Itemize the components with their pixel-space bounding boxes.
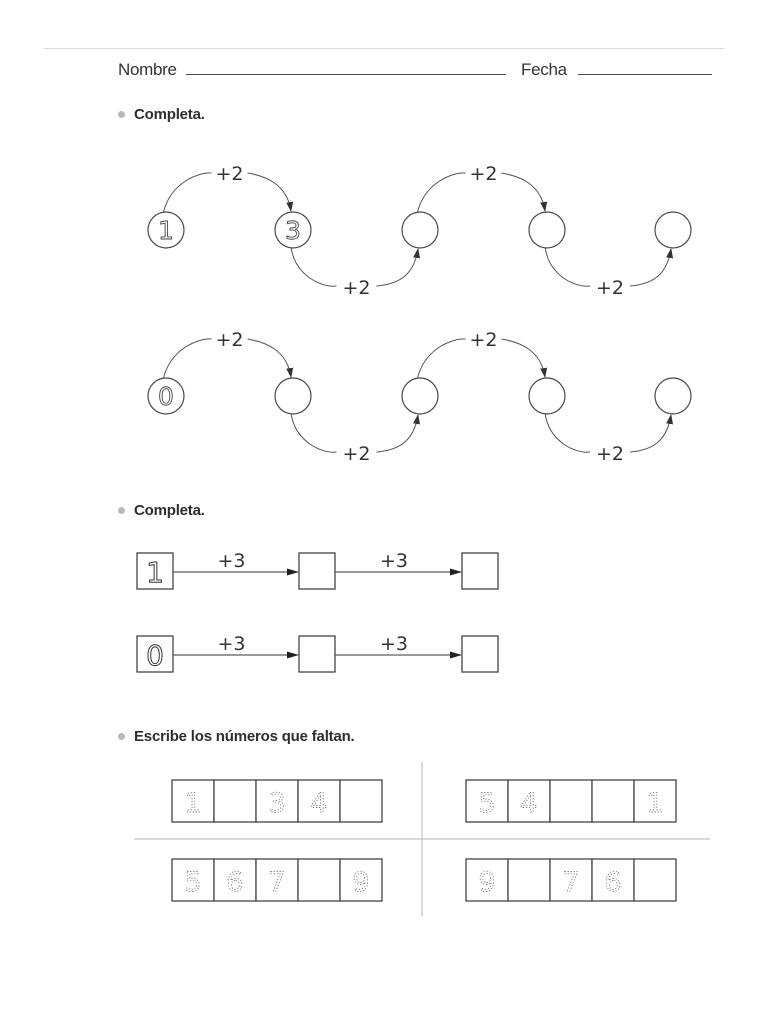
step-label: +2: [595, 443, 625, 465]
grid-cell[interactable]: [172, 780, 214, 822]
grid-cell[interactable]: [634, 780, 676, 822]
answer-circle[interactable]: [529, 378, 565, 414]
step-label: +2: [215, 163, 244, 185]
step-label: +2: [595, 277, 625, 299]
grid-cell[interactable]: [466, 859, 508, 901]
answer-circle[interactable]: [275, 212, 311, 248]
dotted-number: 5: [478, 788, 496, 819]
grid-cell[interactable]: [214, 780, 256, 822]
exercise2-instruction: Completa.: [134, 502, 205, 519]
step-arrow-arc: [248, 339, 292, 377]
step-arrow-arc: [545, 413, 590, 452]
bullet-icon: [118, 111, 125, 118]
circle-chain-row: [148, 163, 691, 299]
dotted-number: 1: [646, 788, 664, 819]
dotted-number: 4: [310, 788, 328, 819]
answer-box[interactable]: [299, 553, 335, 589]
step-arrow-arc: [630, 415, 671, 452]
date-label: Fecha: [521, 60, 567, 79]
grid-cell[interactable]: [340, 780, 382, 822]
dotted-number: 6: [226, 867, 244, 898]
answer-box[interactable]: [137, 636, 173, 672]
grid-cell[interactable]: [508, 859, 550, 901]
step-label: +2: [469, 329, 498, 351]
grid-cell[interactable]: [298, 859, 340, 901]
circle-value: 0: [158, 382, 174, 411]
answer-circle[interactable]: [655, 378, 691, 414]
exercise3-grids: [0, 760, 768, 920]
step-label: +3: [217, 550, 246, 572]
date-field[interactable]: [578, 74, 712, 75]
step-arrow-arc: [377, 415, 419, 452]
number-grid: [466, 859, 676, 901]
dotted-number: 7: [562, 867, 580, 898]
step-label: +3: [379, 633, 409, 655]
grid-cell[interactable]: [592, 780, 634, 822]
step-arrow-arc: [417, 173, 466, 214]
box-value: 0: [146, 639, 164, 672]
grid-cell[interactable]: [256, 780, 298, 822]
exercise3-instruction: Escribe los números que faltan.: [134, 728, 355, 745]
step-label: +2: [215, 329, 244, 351]
bullet-icon: [118, 733, 125, 740]
answer-circle[interactable]: [402, 212, 438, 248]
grid-cell[interactable]: [634, 859, 676, 901]
number-grid: [172, 780, 382, 822]
grid-cell[interactable]: [592, 859, 634, 901]
grid-cell[interactable]: [298, 780, 340, 822]
exercise1-diagram: [0, 140, 768, 480]
circle-value: 3: [285, 216, 301, 245]
step-arrow-arc: [377, 249, 419, 286]
exercise1-instruction: Completa.: [134, 106, 205, 123]
step-arrow-arc: [163, 339, 212, 380]
step-arrow-arc: [291, 413, 337, 452]
step-label: +3: [217, 633, 246, 655]
number-grid: [466, 780, 676, 822]
grid-cell[interactable]: [340, 859, 382, 901]
answer-box[interactable]: [462, 636, 498, 672]
dotted-number: 4: [520, 788, 538, 819]
step-arrow-arc: [630, 249, 671, 286]
dotted-number: 9: [478, 867, 496, 898]
step-arrow-arc: [291, 247, 337, 286]
step-label: +2: [469, 163, 498, 185]
box-value: 1: [146, 556, 164, 589]
grid-cell[interactable]: [172, 859, 214, 901]
dotted-number: 9: [352, 867, 370, 898]
dotted-number: 6: [604, 867, 622, 898]
name-field[interactable]: [186, 74, 506, 75]
box-chain-row: [137, 633, 498, 672]
grid-cell[interactable]: [550, 780, 592, 822]
name-label: Nombre: [118, 60, 177, 79]
number-grid: [172, 859, 382, 901]
grid-cell[interactable]: [508, 780, 550, 822]
circle-chain-row: [148, 329, 691, 465]
circle-value: 1: [158, 216, 174, 245]
answer-box[interactable]: [299, 636, 335, 672]
step-label: +2: [342, 277, 371, 299]
exercise2-diagram: [0, 540, 768, 680]
grid-cell[interactable]: [256, 859, 298, 901]
answer-circle[interactable]: [148, 212, 184, 248]
grid-cell[interactable]: [214, 859, 256, 901]
step-arrow-arc: [417, 339, 466, 380]
step-arrow-arc: [163, 173, 212, 214]
step-arrow-arc: [502, 173, 546, 211]
dotted-number: 3: [268, 788, 286, 819]
top-rule: [44, 48, 724, 49]
grid-cell[interactable]: [466, 780, 508, 822]
step-label: +3: [379, 550, 409, 572]
step-arrow-arc: [545, 247, 590, 286]
dotted-number: 1: [184, 788, 202, 819]
answer-circle[interactable]: [529, 212, 565, 248]
answer-circle[interactable]: [655, 212, 691, 248]
dotted-number: 7: [268, 867, 286, 898]
answer-box[interactable]: [462, 553, 498, 589]
grid-cell[interactable]: [550, 859, 592, 901]
step-label: +2: [342, 443, 371, 465]
dotted-number: 5: [184, 867, 202, 898]
answer-circle[interactable]: [148, 378, 184, 414]
box-chain-row: [137, 550, 498, 589]
answer-circle[interactable]: [402, 378, 438, 414]
bullet-icon: [118, 507, 125, 514]
step-arrow-arc: [502, 339, 546, 377]
answer-circle[interactable]: [275, 378, 311, 414]
step-arrow-arc: [248, 173, 292, 211]
answer-box[interactable]: [137, 553, 173, 589]
